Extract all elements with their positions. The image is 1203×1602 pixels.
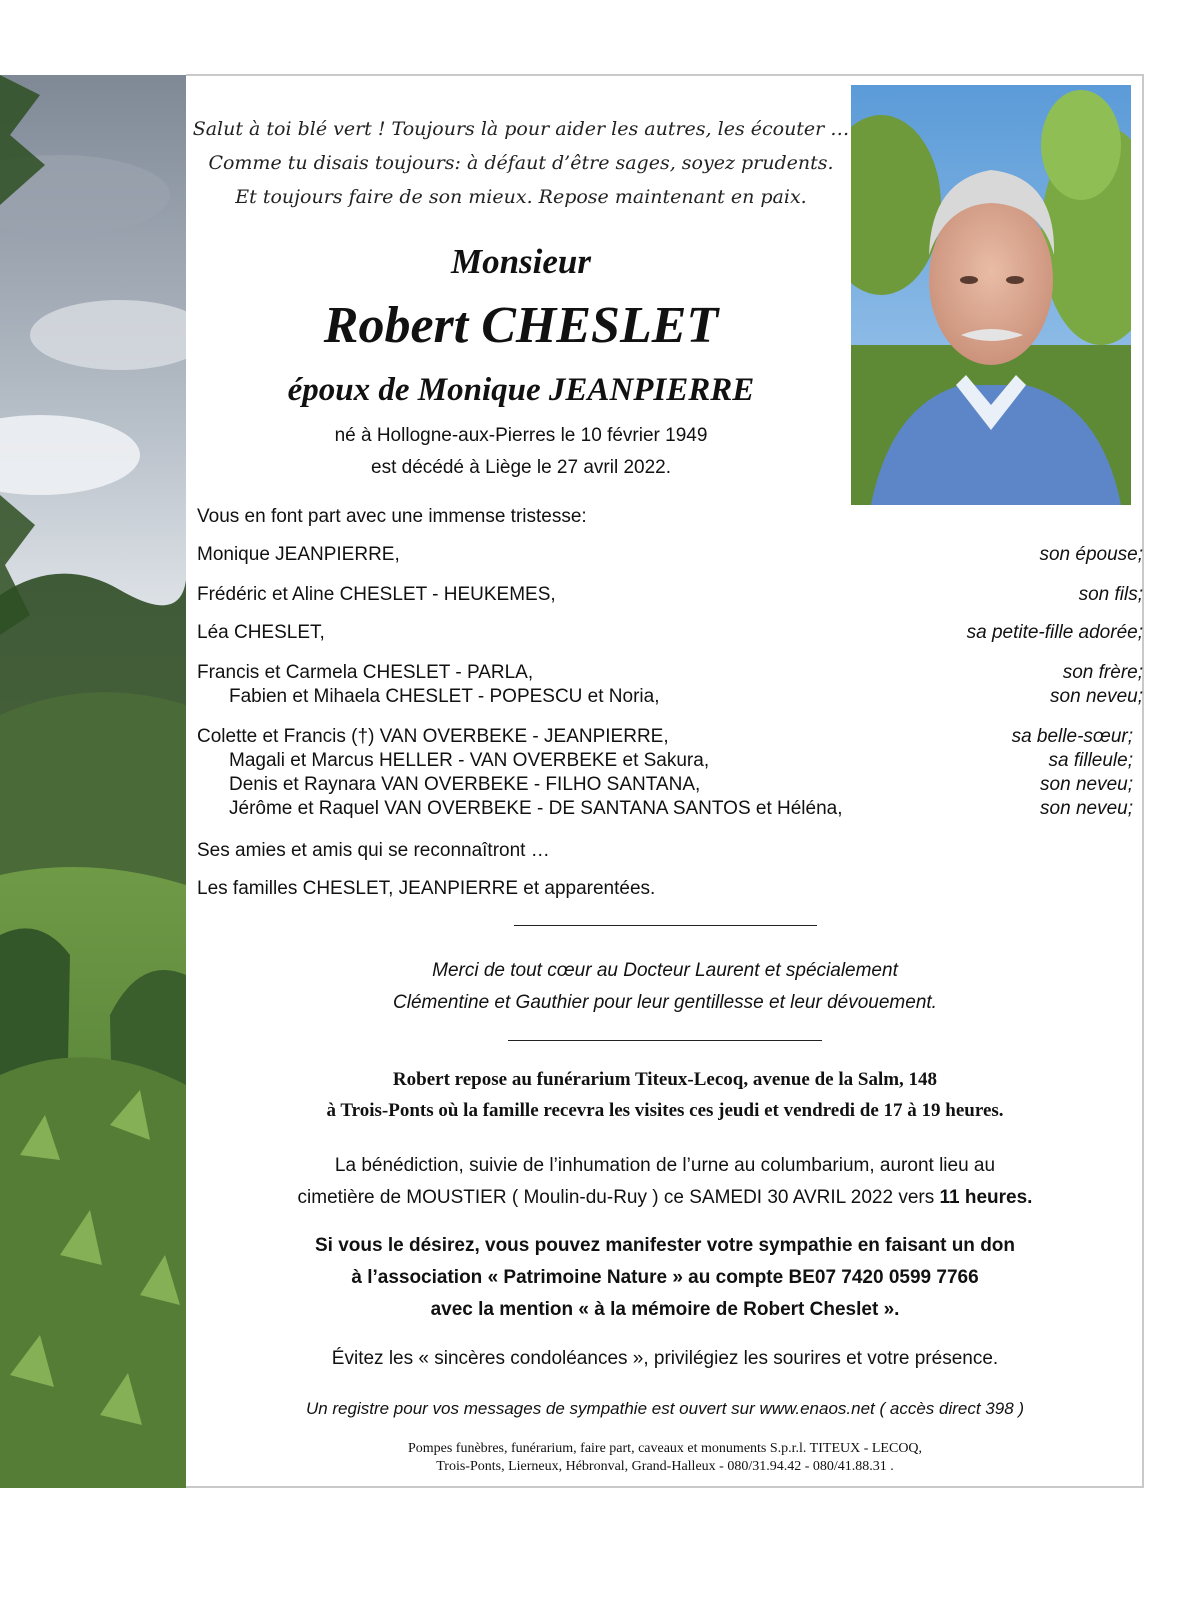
donation-line: Si vous le désirez, vous pouvez manifester votre sympathie en faisant un don: [314, 1235, 1016, 1256]
family-name: Léa CHESLET,: [197, 622, 325, 643]
family-name: Jérôme et Raquel VAN OVERBEKE - DE SANTANA SANTOS et Héléna,: [229, 798, 843, 819]
visitation-text: [186, 1064, 1144, 1126]
family-name: Frédéric et Aline CHESLET - HEUKEMES,: [197, 584, 556, 605]
family-role: sa petite-fille adorée;: [966, 622, 1143, 643]
ceremony-place: cimetière de MOUSTIER ( Moulin-du-Ruy ) ce SAMEDI 30 AVRIL 2022 vers: [297, 1187, 940, 1208]
family-name: Fabien et Mihaela CHESLET - POPESCU et Noria,: [229, 686, 660, 707]
divider: [508, 1040, 822, 1041]
donation-line: avec la mention « à la mémoire de Robert Cheslet ».: [430, 1299, 900, 1320]
ceremony-line: [186, 1182, 1144, 1214]
family-role: son frère;: [1062, 662, 1143, 683]
ceremony-time: 11 heures.: [939, 1187, 1033, 1208]
divider: [514, 925, 817, 926]
family-role: sa belle-sœur;: [1011, 726, 1133, 747]
portrait-photo: [851, 85, 1131, 505]
family-name: Francis et Carmela CHESLET - PARLA,: [197, 662, 534, 683]
family-name: Colette et Francis (†) VAN OVERBEKE - JEANPIERRE,: [197, 726, 669, 747]
condolences-note: Évitez les « sincères condoléances », privilégiez les sourires et votre présence.: [331, 1348, 999, 1369]
ceremony-line: La bénédiction, suivie de l’inhumation de l’urne au columbarium, auront lieu au: [334, 1155, 996, 1176]
family-role: son épouse;: [1039, 544, 1143, 565]
family-role: son neveu;: [1050, 686, 1143, 707]
family-role: son neveu;: [1040, 774, 1133, 795]
registry-note: Un registre pour vos messages de sympathie est ouvert sur www.enaos.net ( accès direct 398 ): [305, 1399, 1025, 1418]
friends-line: Ses amies et amis qui se reconnaîtront …: [197, 840, 550, 861]
death-line: est décédé à Liège le 27 avril 2022.: [371, 457, 671, 478]
poem-line: Comme tu disais toujours: à défaut d’être sages, soyez prudents.: [208, 152, 834, 174]
honorific: Monsieur: [450, 242, 592, 281]
footer-line: Trois-Ponts, Lierneux, Hébronval, Grand-Halleux - 080/31.94.42 - 080/41.88.31 .: [436, 1459, 894, 1474]
thanks-line: Clémentine et Gauthier pour leur gentillesse et leur dévouement.: [393, 992, 937, 1013]
spouse-line: époux de Monique JEANPIERRE: [287, 372, 755, 408]
family-role: son neveu;: [1040, 798, 1133, 819]
deceased-name: Robert CHESLET: [323, 297, 719, 354]
footer: [186, 1440, 1144, 1476]
poem: [186, 112, 856, 214]
footer-line: Pompes funèbres, funérarium, faire part, caveaux et monuments S.p.r.l. TITEUX - LECOQ,: [407, 1441, 923, 1456]
visitation-line: Robert repose au funérarium Titeux-Lecoq, avenue de la Salm, 148: [392, 1069, 938, 1090]
visitation-line: à Trois-Ponts où la famille recevra les visites ces jeudi et vendredi de 17 à 19 heures.: [326, 1100, 1004, 1121]
intro-text: Vous en font part avec une immense tristesse:: [197, 506, 587, 527]
family-name: Denis et Raynara VAN OVERBEKE - FILHO SANTANA,: [229, 774, 701, 795]
family-name: Magali et Marcus HELLER - VAN OVERBEKE et Sakura,: [229, 750, 710, 771]
thanks-text: [186, 955, 1144, 1019]
family-role: son fils;: [1078, 584, 1143, 605]
poem-line: Salut à toi blé vert ! Toujours là pour aider les autres, les écouter …: [192, 118, 850, 140]
ceremony-text: [186, 1150, 1144, 1214]
poem-line: Et toujours faire de son mieux. Repose maintenant en paix.: [235, 186, 807, 208]
landscape-image: [0, 75, 186, 1488]
families-line: Les familles CHESLET, JEANPIERRE et apparentées.: [197, 878, 656, 899]
thanks-line: Merci de tout cœur au Docteur Laurent et spécialement: [432, 960, 898, 981]
donation-text: [186, 1230, 1144, 1326]
family-name: Monique JEANPIERRE,: [197, 544, 400, 565]
donation-line: à l’association « Patrimoine Nature » au compte BE07 7420 0599 7766: [351, 1267, 979, 1288]
birth-line: né à Hollogne-aux-Pierres le 10 février 1949: [334, 425, 708, 446]
family-role: sa filleule;: [1048, 750, 1133, 771]
